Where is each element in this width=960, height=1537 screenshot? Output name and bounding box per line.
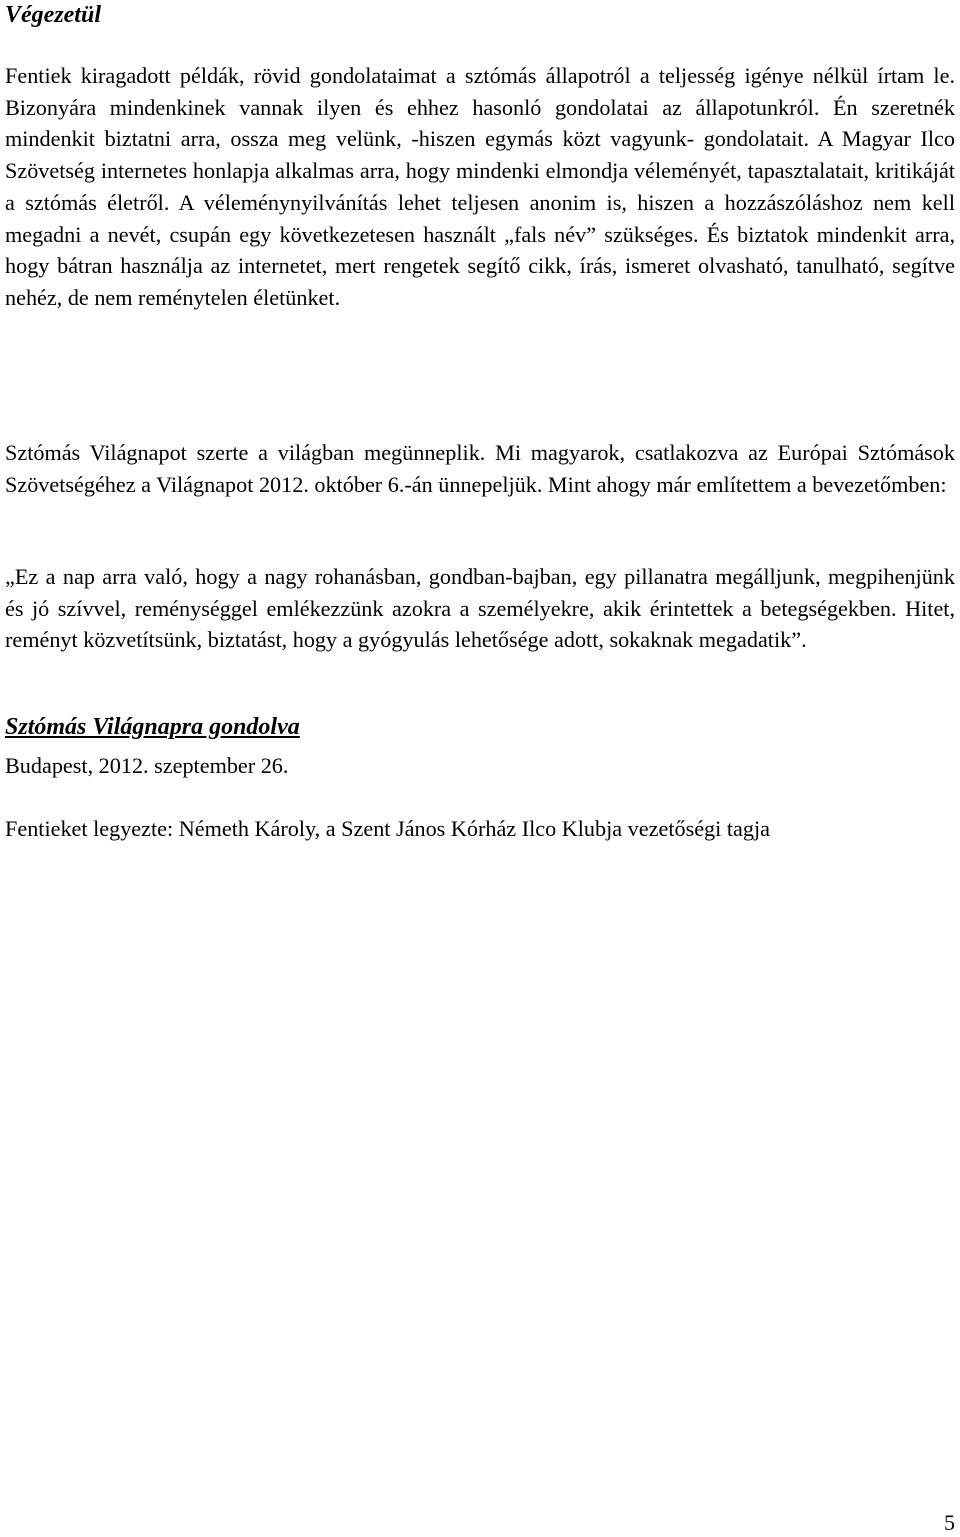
paragraph-closing-thoughts: Fentiek kiragadott példák, rövid gondolataimat a sztómás állapotról a teljesség igénye nélkül írtam le. Bizonyára mindenkinek vannak ilyen és ehhez hasonló gondolatai az állapotunkról. Én szeretnék mindenkit biztatni arra, ossza meg velünk, -hiszen egymás közt vagyunk- gondolatait. A Magyar Ilco Szövetség internetes honlapja alkalmas arra, hogy mindenki elmondja véleményét, tapasztalatait, kritikáját a sztómás életről. A véleménynyilvánítás lehet teljesen anonim is, hiszen a hozzászóláshoz nem kell megadni a nevét, csupán egy következetesen használt „fals név” szükséges. És biztatok mindenkit arra, hogy bátran használja az internetet, mert rengetek segítő cikk, írás, ismeret olvasható, tanulható, segítve nehéz, de nem reménytelen életünket. [5, 63, 955, 310]
signature-line: Fentieket legyezte: Németh Károly, a Szent János Kórház Ilco Klubja vezetőségi tagja [5, 816, 770, 841]
quote-paragraph: „Ez a nap arra való, hogy a nagy rohanásban, gondban-bajban, egy pillanatra megálljunk, megpihenjünk és jó szívvel, reménységgel emlékezzünk azokra a személyekre, akik érintettek a betegségekben. Hitet, reményt közvetítsünk, biztatást, hogy a gyógyulás lehetősége adott, sokaknak megadatik”. [5, 564, 955, 653]
section-heading-vegezetul: Végezetül [5, 2, 101, 28]
section-heading-world-day: Sztómás Világnapra gondolva [5, 714, 300, 740]
date-line: Budapest, 2012. szeptember 26. [5, 753, 289, 778]
page-number: 5 [944, 1510, 955, 1535]
paragraph-world-day: Sztómás Világnapot szerte a világban megünneplik. Mi magyarok, csatlakozva az Európai Sztómások Szövetségéhez a Világnapot 2012. október 6.-án ünnepeljük. Mint ahogy már említettem a bevezetőmben: [5, 440, 955, 497]
